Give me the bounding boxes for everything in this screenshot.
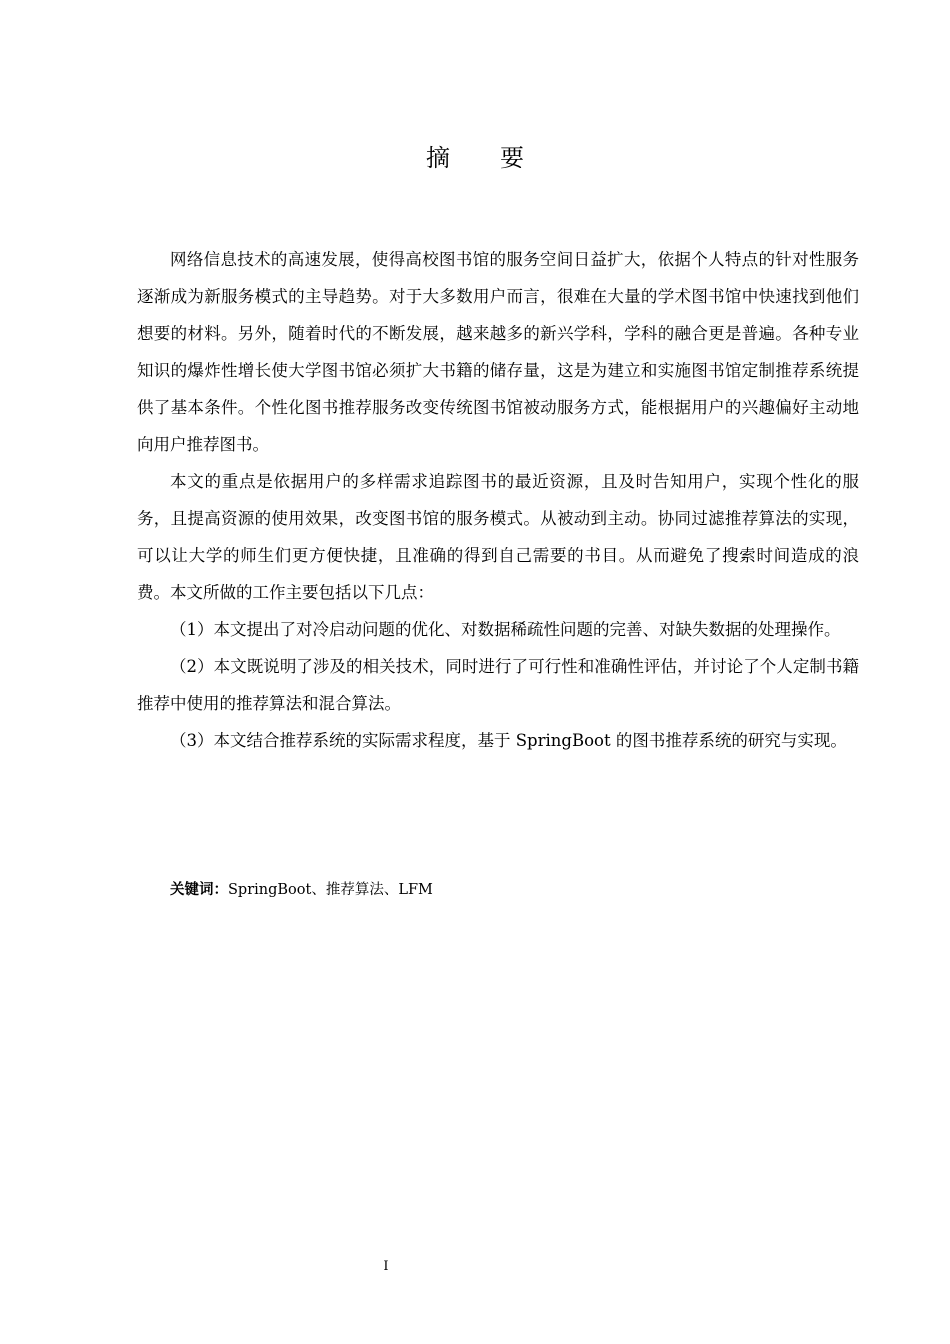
page-number: I [383, 1259, 389, 1274]
abstract-body [137, 241, 859, 759]
abstract-paragraph-1: 网络信息技术的高速发展，使得高校图书馆的服务空间日益扩大，依据个人特点的针对性服务逐渐成为新服务模式的主导趋势。对于大多数用户而言，很难在大量的学术图书馆中快速找到他们想要的材料。另外，随着时代的不断发展，越来越多的新兴学科，学科的融合更是普遍。各种专业知识的爆炸性增长使大学图书馆必须扩大书籍的储存量，这是为建立和实施图书馆定制推荐系统提供了基本条件。个性化图书推荐服务改变传统图书馆被动服务方式，能根据用户的兴趣偏好主动地向用户推荐图书。 [137, 250, 859, 454]
abstract-item-2: （2）本文既说明了涉及的相关技术，同时进行了可行性和准确性评估，并讨论了个人定制书籍推荐中使用的推荐算法和混合算法。 [137, 657, 859, 713]
abstract-item-3: （3）本文结合推荐系统的实际需求程度，基于 SpringBoot 的图书推荐系统的研究与实现。 [170, 731, 847, 750]
keywords-value: SpringBoot、推荐算法、LFM [228, 882, 433, 898]
keywords-line [170, 879, 433, 901]
title-char-2: 要 [500, 144, 524, 172]
title-char-1: 摘 [426, 144, 450, 172]
abstract-item-1: （1）本文提出了对冷启动问题的优化、对数据稀疏性问题的完善、对缺失数据的处理操作。 [170, 620, 841, 639]
abstract-paragraph-2: 本文的重点是依据用户的多样需求追踪图书的最近资源，且及时告知用户，实现个性化的服务，且提高资源的使用效果，改变图书馆的服务模式。从被动到主动。协同过滤推荐算法的实现，可以让大学的师生们更方便快捷，且准确的得到自己需要的书目。从而避免了搜索时间造成的浪费。本文所做的工作主要包括以下几点： [137, 472, 859, 602]
abstract-title [0, 138, 950, 173]
keywords-label: 关键词： [170, 882, 228, 898]
